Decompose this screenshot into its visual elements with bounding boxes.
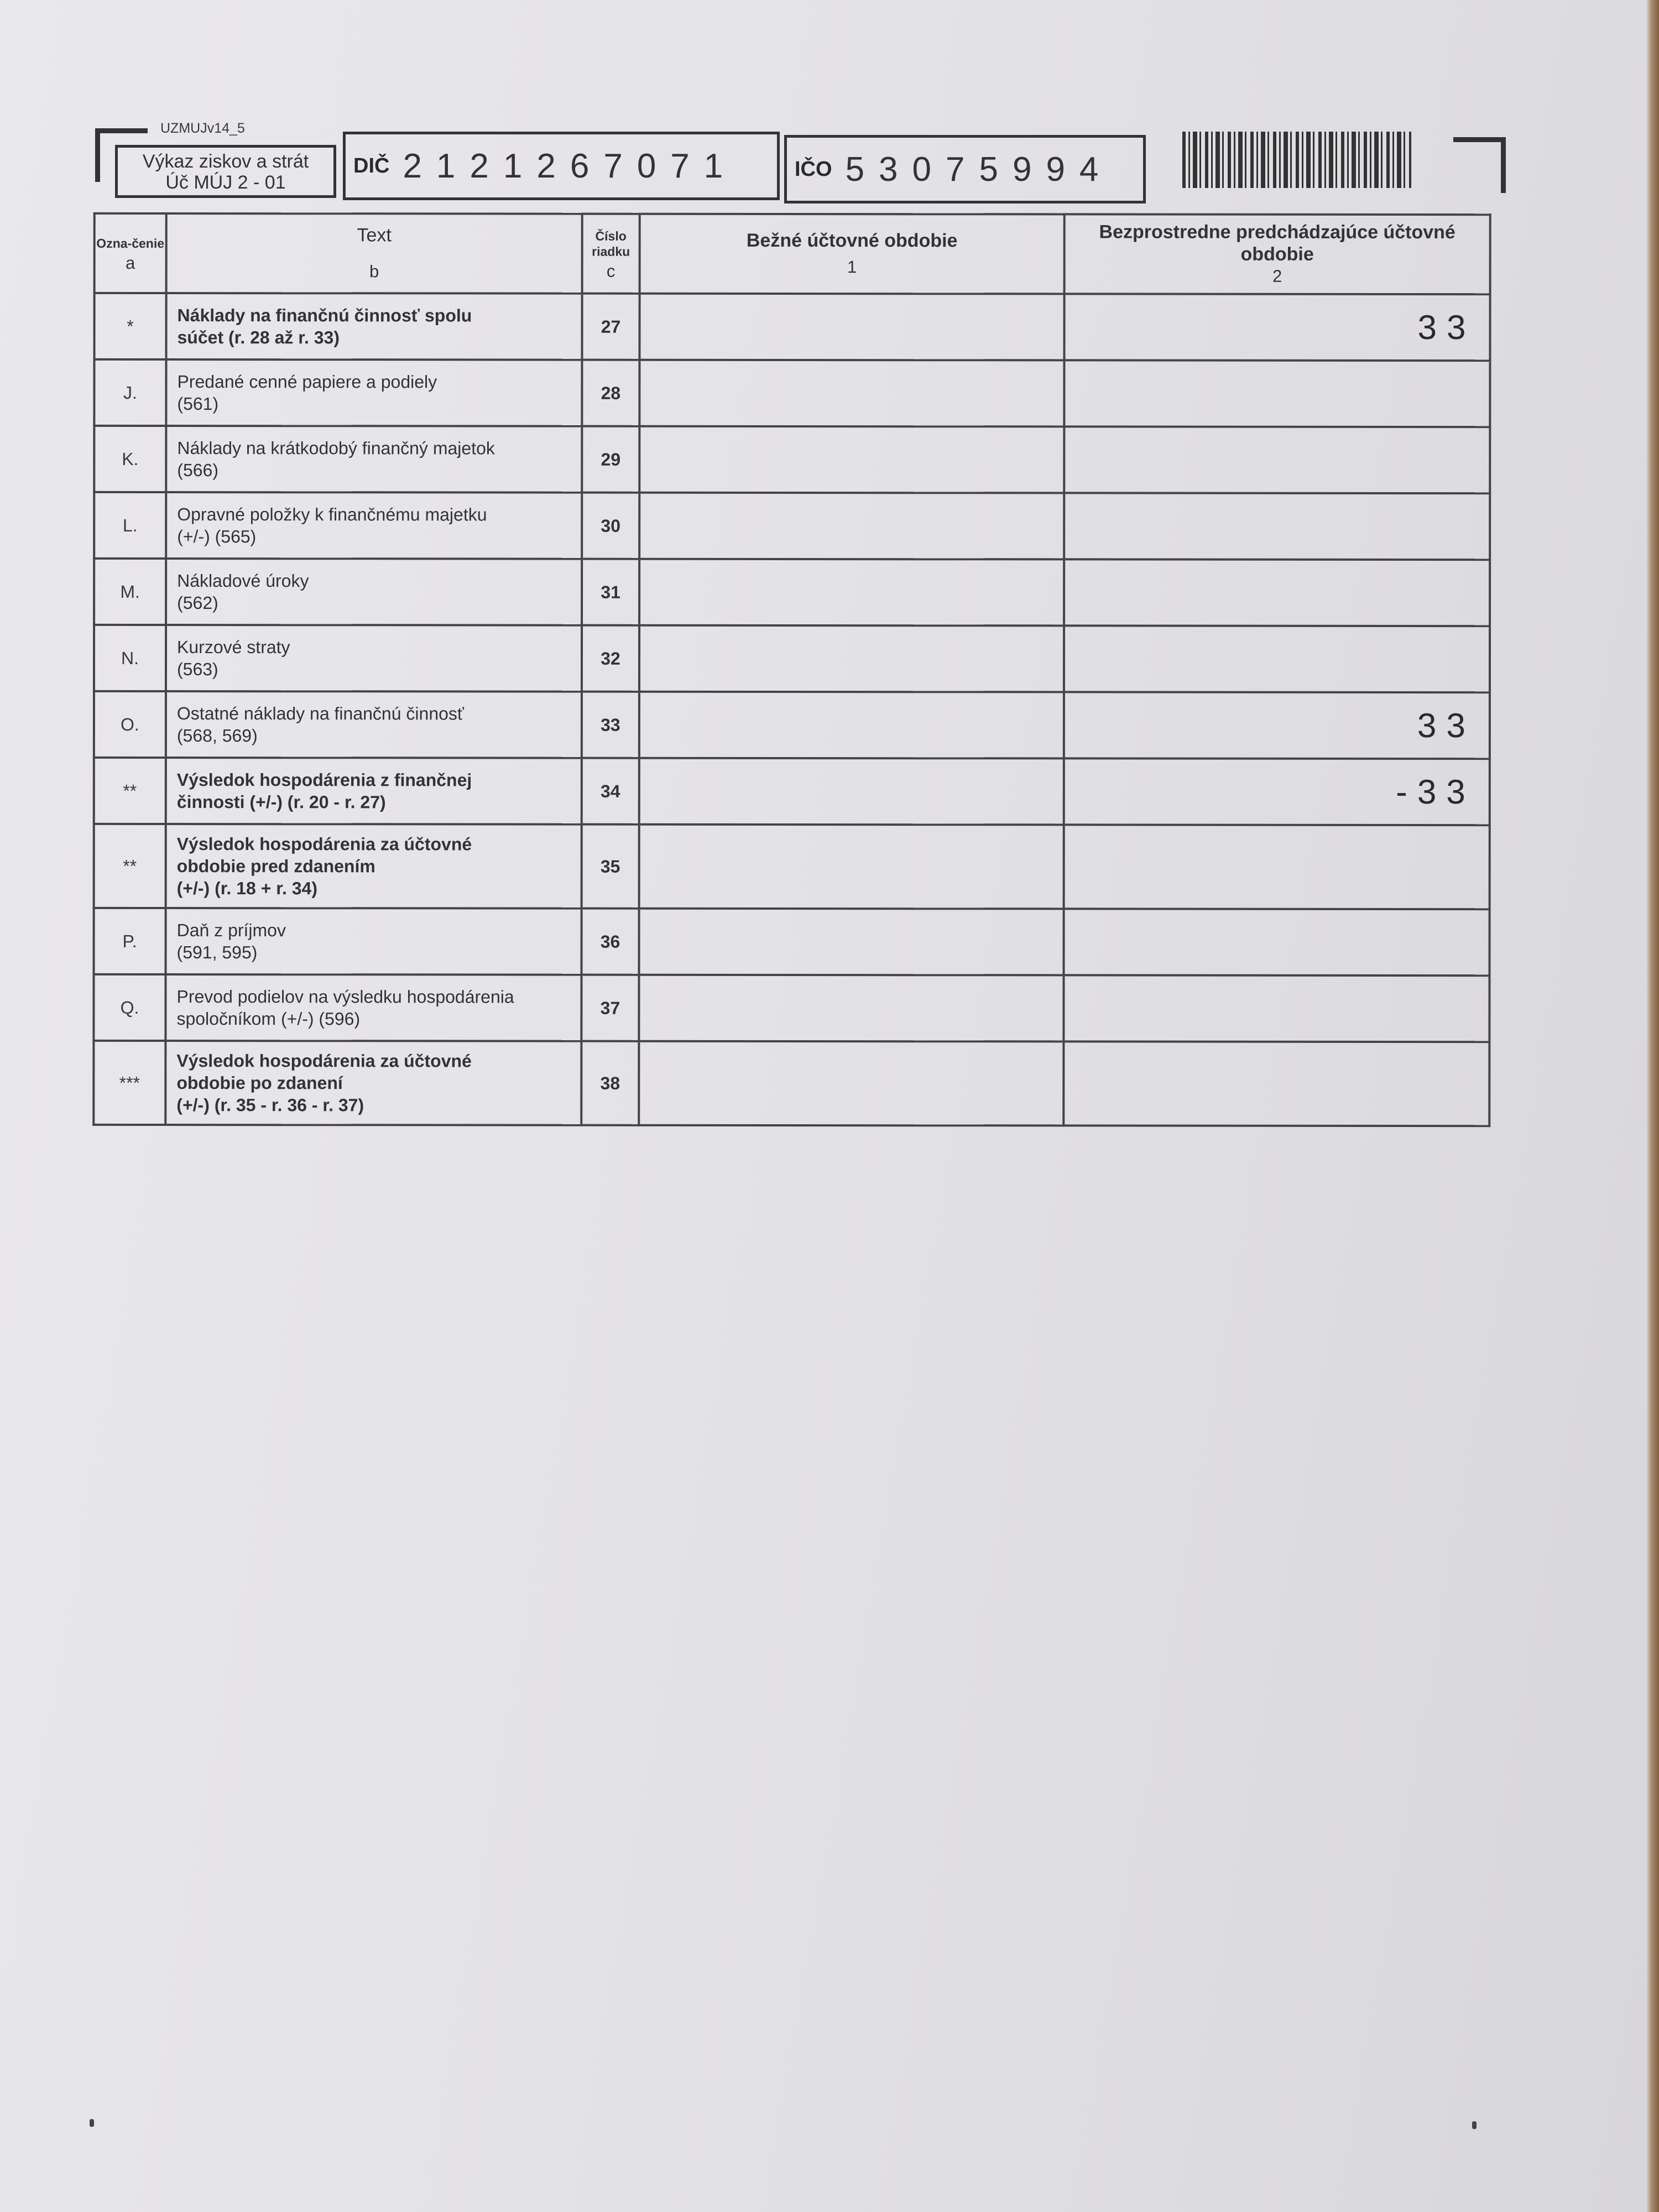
row-mark: J. — [94, 359, 166, 426]
row-mark: ** — [94, 824, 166, 908]
row-mark: O. — [94, 691, 166, 758]
column-header-previous — [1065, 214, 1490, 294]
row-text-line1: Daň z príjmov — [176, 920, 286, 941]
row-text — [166, 492, 582, 559]
ico-value: 53075994 — [845, 150, 1113, 189]
row-text — [166, 758, 582, 825]
row-text-line3: (+/-) (r. 35 - r. 36 - r. 37) — [176, 1095, 364, 1115]
column-letter-b: b — [369, 262, 379, 281]
paper-edge — [1647, 0, 1659, 2212]
row-number: 30 — [582, 493, 639, 559]
row-text-line2: (+/-) (565) — [177, 526, 257, 547]
row-text-line1: Náklady na krátkodobý finančný majetok — [177, 438, 495, 458]
previous-period-value[interactable]: 33 — [1064, 692, 1490, 759]
row-text-line1: Nákladové úroky — [177, 571, 309, 591]
row-text-line3: (+/-) (r. 18 + r. 34) — [176, 878, 318, 899]
column-header-mark-label: Ozna-čenie — [96, 236, 165, 251]
row-number: 28 — [582, 360, 639, 426]
previous-period-value[interactable] — [1064, 909, 1490, 975]
row-text-line1: Výsledok hospodárenia za účtovné — [176, 834, 472, 854]
row-text-line2: (568, 569) — [176, 726, 258, 746]
row-text-line2: súčet (r. 28 až r. 33) — [177, 327, 340, 348]
row-text — [166, 908, 582, 975]
current-period-value[interactable] — [639, 360, 1064, 427]
row-mark: *** — [93, 1041, 165, 1125]
table-row — [94, 426, 1490, 493]
row-text-line2: obdobie pred zdanením — [176, 856, 375, 877]
table-header-row — [95, 213, 1490, 294]
barcode — [1182, 132, 1411, 188]
registration-dot-left — [90, 2119, 94, 2127]
previous-period-value[interactable] — [1064, 426, 1490, 493]
row-text-line2: (562) — [177, 593, 218, 613]
form-subtitle: Úč MÚJ 2 - 01 — [165, 172, 286, 193]
corner-mark-top-right — [1453, 137, 1506, 193]
ico-label: IČO — [795, 157, 832, 181]
table-row — [93, 1041, 1489, 1126]
column-header-text-label: Text — [357, 225, 392, 246]
column-header-current-label: Bežné účtovné obdobie — [746, 229, 958, 252]
column-header-text — [166, 213, 582, 294]
row-number: 31 — [582, 559, 639, 625]
ico-box — [784, 135, 1146, 204]
form-title: Výkaz ziskov a strát — [142, 151, 309, 172]
row-text-line1: Výsledok hospodárenia z finančnej — [176, 770, 472, 790]
row-text — [166, 293, 582, 360]
dic-value: 2121267071 — [403, 147, 738, 185]
dic-box — [343, 132, 780, 200]
row-mark: M. — [94, 559, 166, 625]
previous-period-value[interactable]: -33 — [1064, 758, 1490, 825]
table-row — [93, 974, 1489, 1042]
table-row — [94, 559, 1490, 626]
row-number: 33 — [582, 692, 639, 758]
current-period-value[interactable] — [639, 1041, 1063, 1126]
previous-period-value[interactable] — [1064, 625, 1490, 692]
row-number: 36 — [582, 909, 639, 975]
column-letter-a: a — [126, 253, 135, 273]
column-letter-c: c — [606, 261, 615, 281]
current-period-value[interactable] — [639, 294, 1064, 361]
table-body — [93, 293, 1490, 1126]
column-header-row-no-label: Číslo riadku — [592, 228, 630, 259]
previous-period-value[interactable] — [1064, 493, 1490, 560]
row-number: 32 — [582, 625, 639, 692]
row-mark: P. — [94, 908, 166, 974]
previous-period-value[interactable] — [1063, 1041, 1489, 1126]
column-header-current — [640, 214, 1065, 294]
row-number: 27 — [582, 294, 639, 360]
registration-dot-right — [1472, 2121, 1477, 2129]
current-period-value[interactable] — [639, 493, 1064, 560]
row-mark: K. — [94, 426, 166, 492]
row-text-line1: Predané cenné papiere a podiely — [177, 372, 437, 392]
row-text — [165, 1041, 581, 1125]
row-mark: ** — [94, 758, 166, 824]
row-text-line2: (591, 595) — [176, 942, 258, 963]
row-text-line2: obdobie po zdanení — [176, 1073, 343, 1093]
row-text — [166, 559, 582, 625]
previous-period-value[interactable] — [1064, 559, 1490, 626]
current-period-value[interactable] — [639, 825, 1064, 909]
column-header-mark — [95, 213, 166, 293]
row-mark: N. — [94, 625, 166, 691]
row-text-line1: Opravné položky k finančnému majetku — [177, 504, 487, 525]
table-row — [94, 691, 1490, 759]
row-number: 29 — [582, 426, 639, 493]
row-text-line1: Kurzové straty — [177, 637, 290, 658]
row-text-line1: Výsledok hospodárenia za účtovné — [176, 1051, 472, 1071]
table-row — [94, 625, 1490, 692]
column-number-1: 1 — [847, 257, 857, 277]
column-number-2: 2 — [1272, 266, 1282, 286]
current-period-value[interactable] — [639, 559, 1064, 626]
row-number: 34 — [582, 758, 639, 825]
row-mark: * — [94, 293, 166, 359]
column-header-previous-label: Bezprostredne predchádzajúce účtovné obdobie — [1099, 221, 1455, 265]
profit-loss-table — [92, 212, 1491, 1127]
row-text-line1: Náklady na finančnú činnosť spolu — [177, 305, 472, 326]
dic-label: DIČ — [353, 154, 390, 178]
row-text-line1: Prevod podielov na výsledku hospodárenia — [176, 987, 514, 1007]
current-period-value[interactable] — [639, 758, 1064, 825]
table-row — [94, 293, 1490, 361]
previous-period-value[interactable] — [1064, 825, 1490, 909]
row-text-line2: (563) — [176, 659, 218, 680]
previous-period-value[interactable]: 33 — [1064, 294, 1490, 361]
row-text — [166, 691, 582, 758]
previous-period-value[interactable] — [1063, 975, 1489, 1042]
table-row — [94, 908, 1490, 975]
row-text-line2: (561) — [177, 394, 219, 414]
table-row — [94, 492, 1490, 560]
form-title-box — [115, 145, 336, 198]
table-row — [94, 824, 1490, 909]
row-text — [166, 359, 582, 426]
row-text — [165, 974, 581, 1041]
current-period-value[interactable] — [639, 909, 1064, 975]
previous-period-value[interactable] — [1064, 360, 1490, 427]
row-number: 37 — [581, 975, 639, 1041]
current-period-value[interactable] — [639, 692, 1064, 759]
table-row — [94, 758, 1490, 825]
form-code: UZMUJv14_5 — [160, 121, 245, 136]
row-mark: Q. — [93, 974, 165, 1041]
row-mark: L. — [94, 492, 166, 559]
table-row — [94, 359, 1490, 427]
row-text — [166, 426, 582, 493]
current-period-value[interactable] — [639, 625, 1064, 692]
row-text-line2: spoločníkom (+/-) (596) — [176, 1009, 361, 1029]
current-period-value[interactable] — [639, 975, 1063, 1042]
row-text-line2: činnosti (+/-) (r. 20 - r. 27) — [176, 792, 386, 812]
row-text-line1: Ostatné náklady na finančnú činnosť — [176, 703, 464, 724]
row-number: 35 — [582, 825, 639, 909]
row-text-line2: (566) — [177, 460, 219, 481]
row-text — [166, 625, 582, 692]
row-number: 38 — [581, 1041, 639, 1125]
column-header-row-no — [582, 214, 640, 294]
row-text — [166, 824, 582, 909]
current-period-value[interactable] — [639, 426, 1064, 493]
